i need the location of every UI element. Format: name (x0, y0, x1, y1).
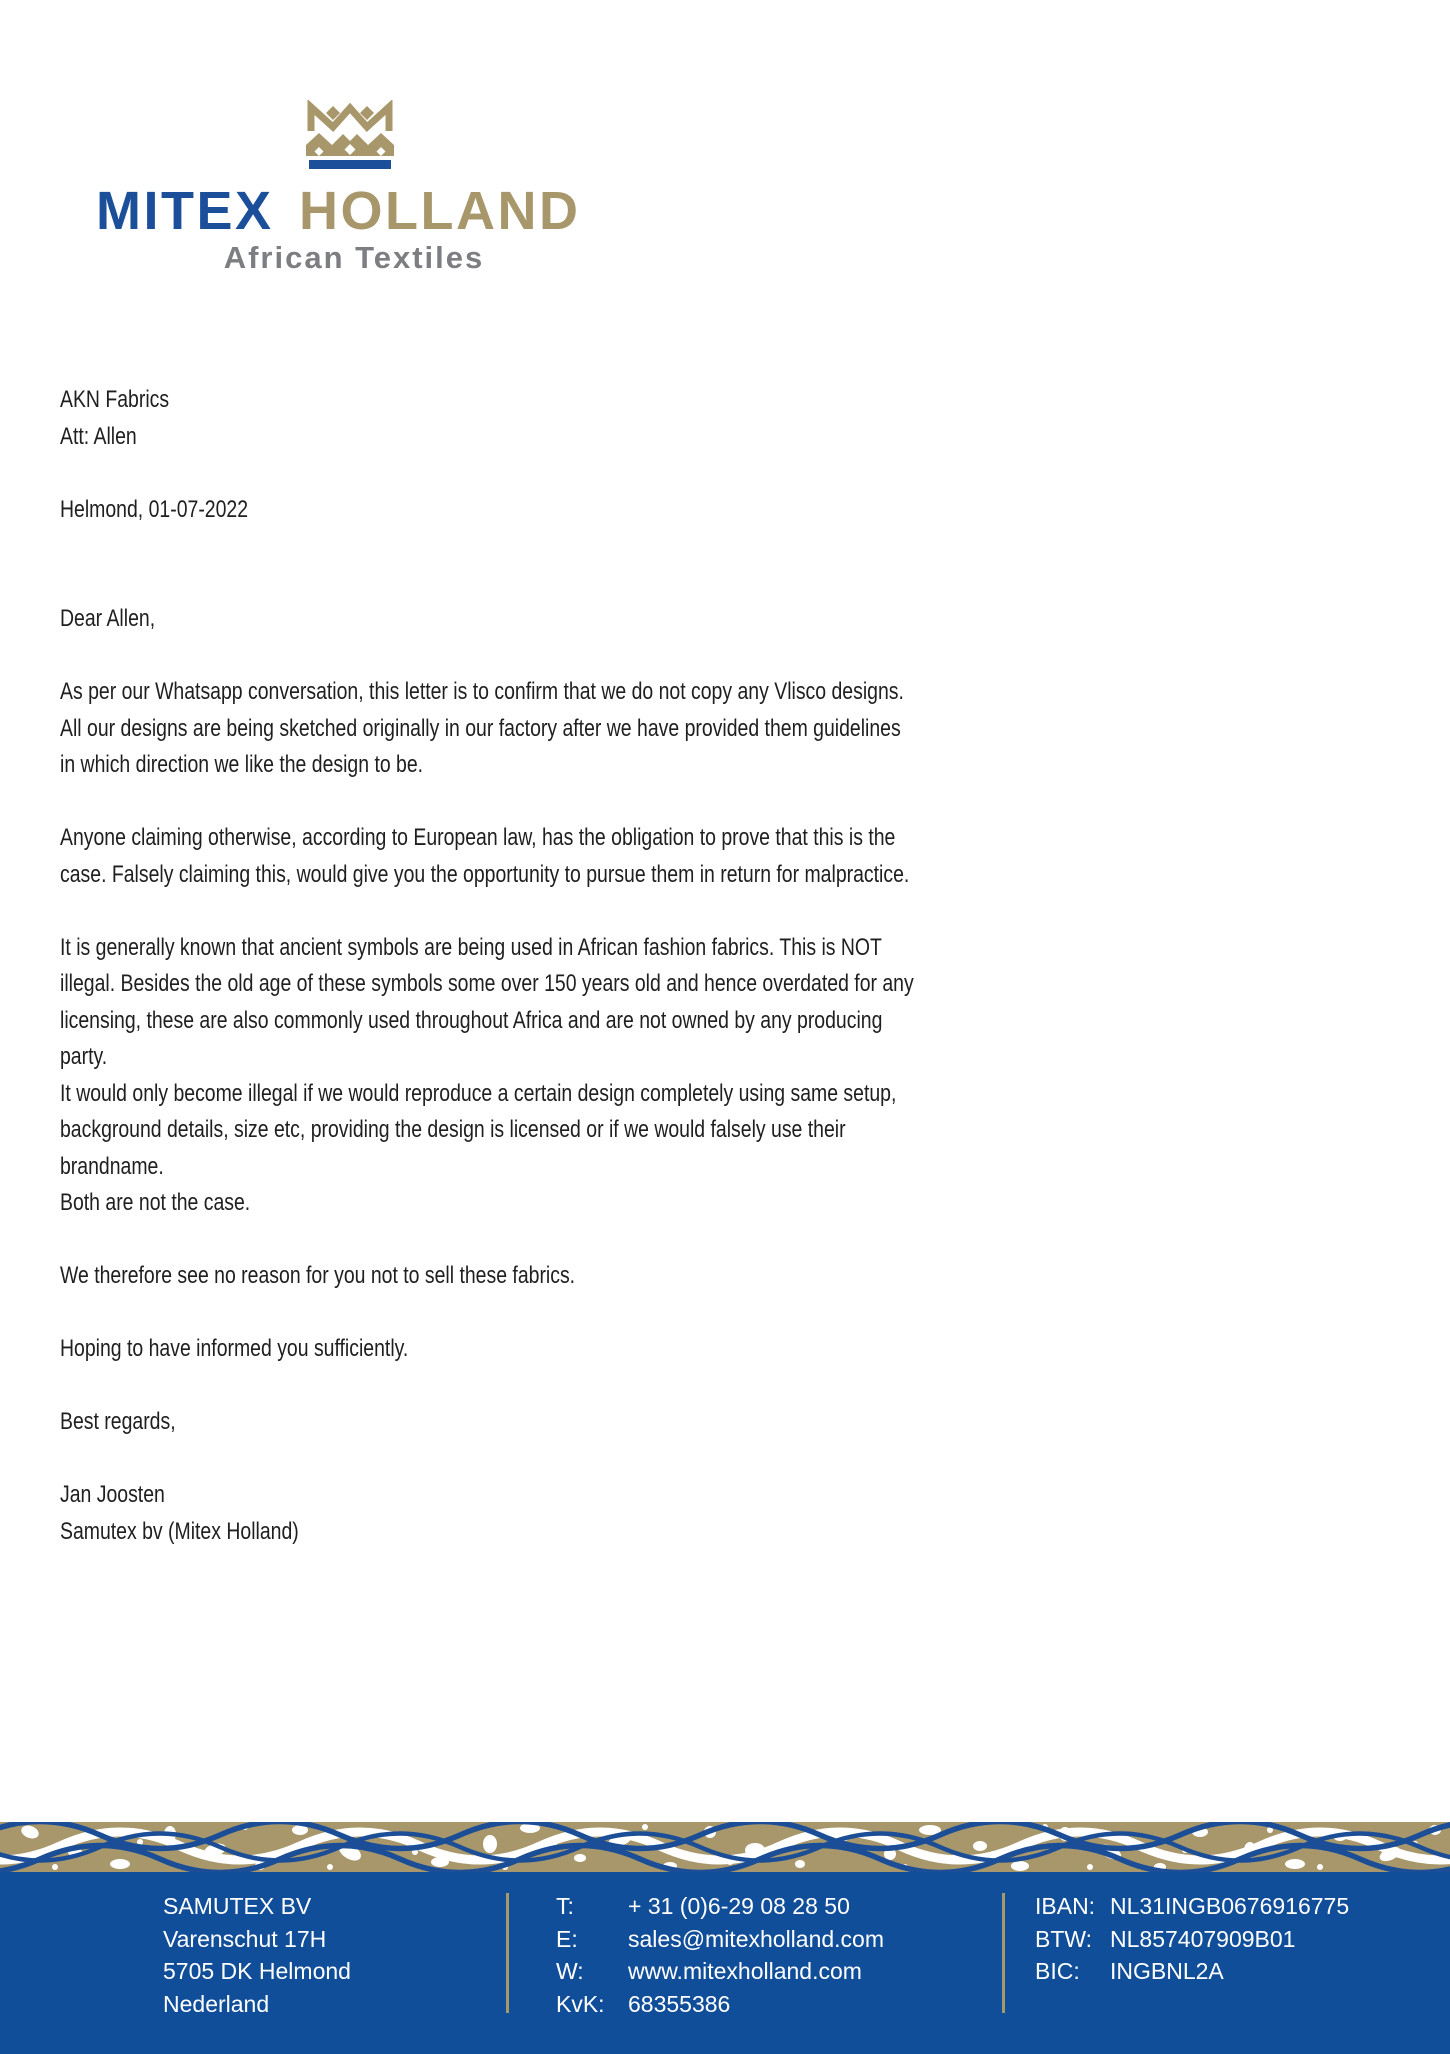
footer-divider (1002, 1893, 1005, 2013)
brand-tagline: African Textiles (223, 240, 485, 275)
footer-iban-row (1035, 1890, 1349, 1923)
footer-btw-row (1035, 1923, 1349, 1956)
footer-registration (1035, 1890, 1349, 1988)
body-line: It is generally known that ancient symbols are being used in African fashion fabrics. This is NOT (60, 933, 882, 961)
body-line: in which direction we like the design to be. (60, 751, 424, 778)
body-line: licensing, these are also commonly used throughout Africa and are not owned by any producing (60, 1006, 883, 1034)
recipient-line: Att: Allen (60, 422, 137, 450)
footer-divider (506, 1893, 509, 2013)
email-label: E: (556, 1925, 578, 1952)
signature-company: Samutex bv (Mitex Holland) (60, 1517, 299, 1545)
footer-phone-row (556, 1890, 884, 1923)
btw-value: NL857407909B01 (1110, 1925, 1296, 1952)
body-line: background details, size etc, providing the design is licensed or if we would falsely use their (60, 1116, 846, 1143)
phone-label: T: (556, 1893, 574, 1919)
letter-body (60, 382, 1114, 1550)
brand-primary: MITEX (96, 181, 274, 241)
footer-street: Varenschut 17H (163, 1925, 327, 1952)
body-line: party. (60, 1043, 108, 1070)
web-label: W: (556, 1958, 584, 1984)
footer-address (163, 1890, 351, 2020)
body-line: It would only become illegal if we would reproduce a certain design completely using same setup, (60, 1079, 897, 1107)
recipient-line: AKN Fabrics (60, 386, 170, 413)
footer-web-row (556, 1955, 884, 1988)
fabric-pattern-band (0, 1822, 1450, 1872)
body-line: brandname. (60, 1152, 164, 1180)
logo-underline (309, 160, 391, 169)
bic-label: BIC: (1035, 1958, 1080, 1984)
body-line: case. Falsely claiming this, would give you the opportunity to pursue them in return for malpractice. (60, 860, 910, 888)
footer-bic-row (1035, 1955, 1349, 1988)
body-line: Anyone claiming otherwise, according to European law, has the obligation to prove that this is the (60, 824, 896, 851)
brand-secondary: HOLLAND (299, 181, 581, 241)
body-line: illegal. Besides the old age of these symbols some over 150 years old and hence overdated for any (60, 970, 914, 997)
footer-company-name: SAMUTEX BV (163, 1893, 312, 1919)
date-line: Helmond, 01-07-2022 (60, 495, 249, 523)
footer-email-row (556, 1923, 884, 1956)
btw-label: BTW: (1035, 1925, 1093, 1952)
footer-country: Nederland (163, 1990, 270, 2017)
email-value: sales@mitexholland.com (628, 1925, 885, 1952)
salutation: Dear Allen, (60, 605, 156, 632)
kvk-label: KvK: (556, 1990, 605, 2017)
footer-city: 5705 DK Helmond (163, 1958, 351, 1984)
bic-value: INGBNL2A (1110, 1958, 1224, 1984)
iban-value: NL31INGB0676916775 (1110, 1893, 1350, 1919)
body-line: All our designs are being sketched originally in our factory after we have provided them guidelines (60, 714, 901, 742)
footer-kvk-row (556, 1988, 884, 2021)
body-line: As per our Whatsapp conversation, this letter is to confirm that we do not copy any Vlisco designs. (60, 678, 904, 705)
body-line: Hoping to have informed you sufficiently. (60, 1335, 409, 1362)
closing-line: Best regards, (60, 1408, 176, 1435)
body-line: Both are not the case. (60, 1189, 251, 1216)
web-value: www.mitexholland.com (628, 1958, 862, 1984)
footer-contact (556, 1890, 884, 2020)
signature-name: Jan Joosten (60, 1481, 165, 1508)
body-line: We therefore see no reason for you not to sell these fabrics. (60, 1262, 576, 1289)
crown-icon (306, 100, 394, 156)
phone-value: + 31 (0)6-29 08 28 50 (628, 1893, 850, 1919)
iban-label: IBAN: (1035, 1893, 1096, 1919)
kvk-value: 68355386 (628, 1990, 731, 2017)
brand-wordmark (96, 180, 581, 242)
